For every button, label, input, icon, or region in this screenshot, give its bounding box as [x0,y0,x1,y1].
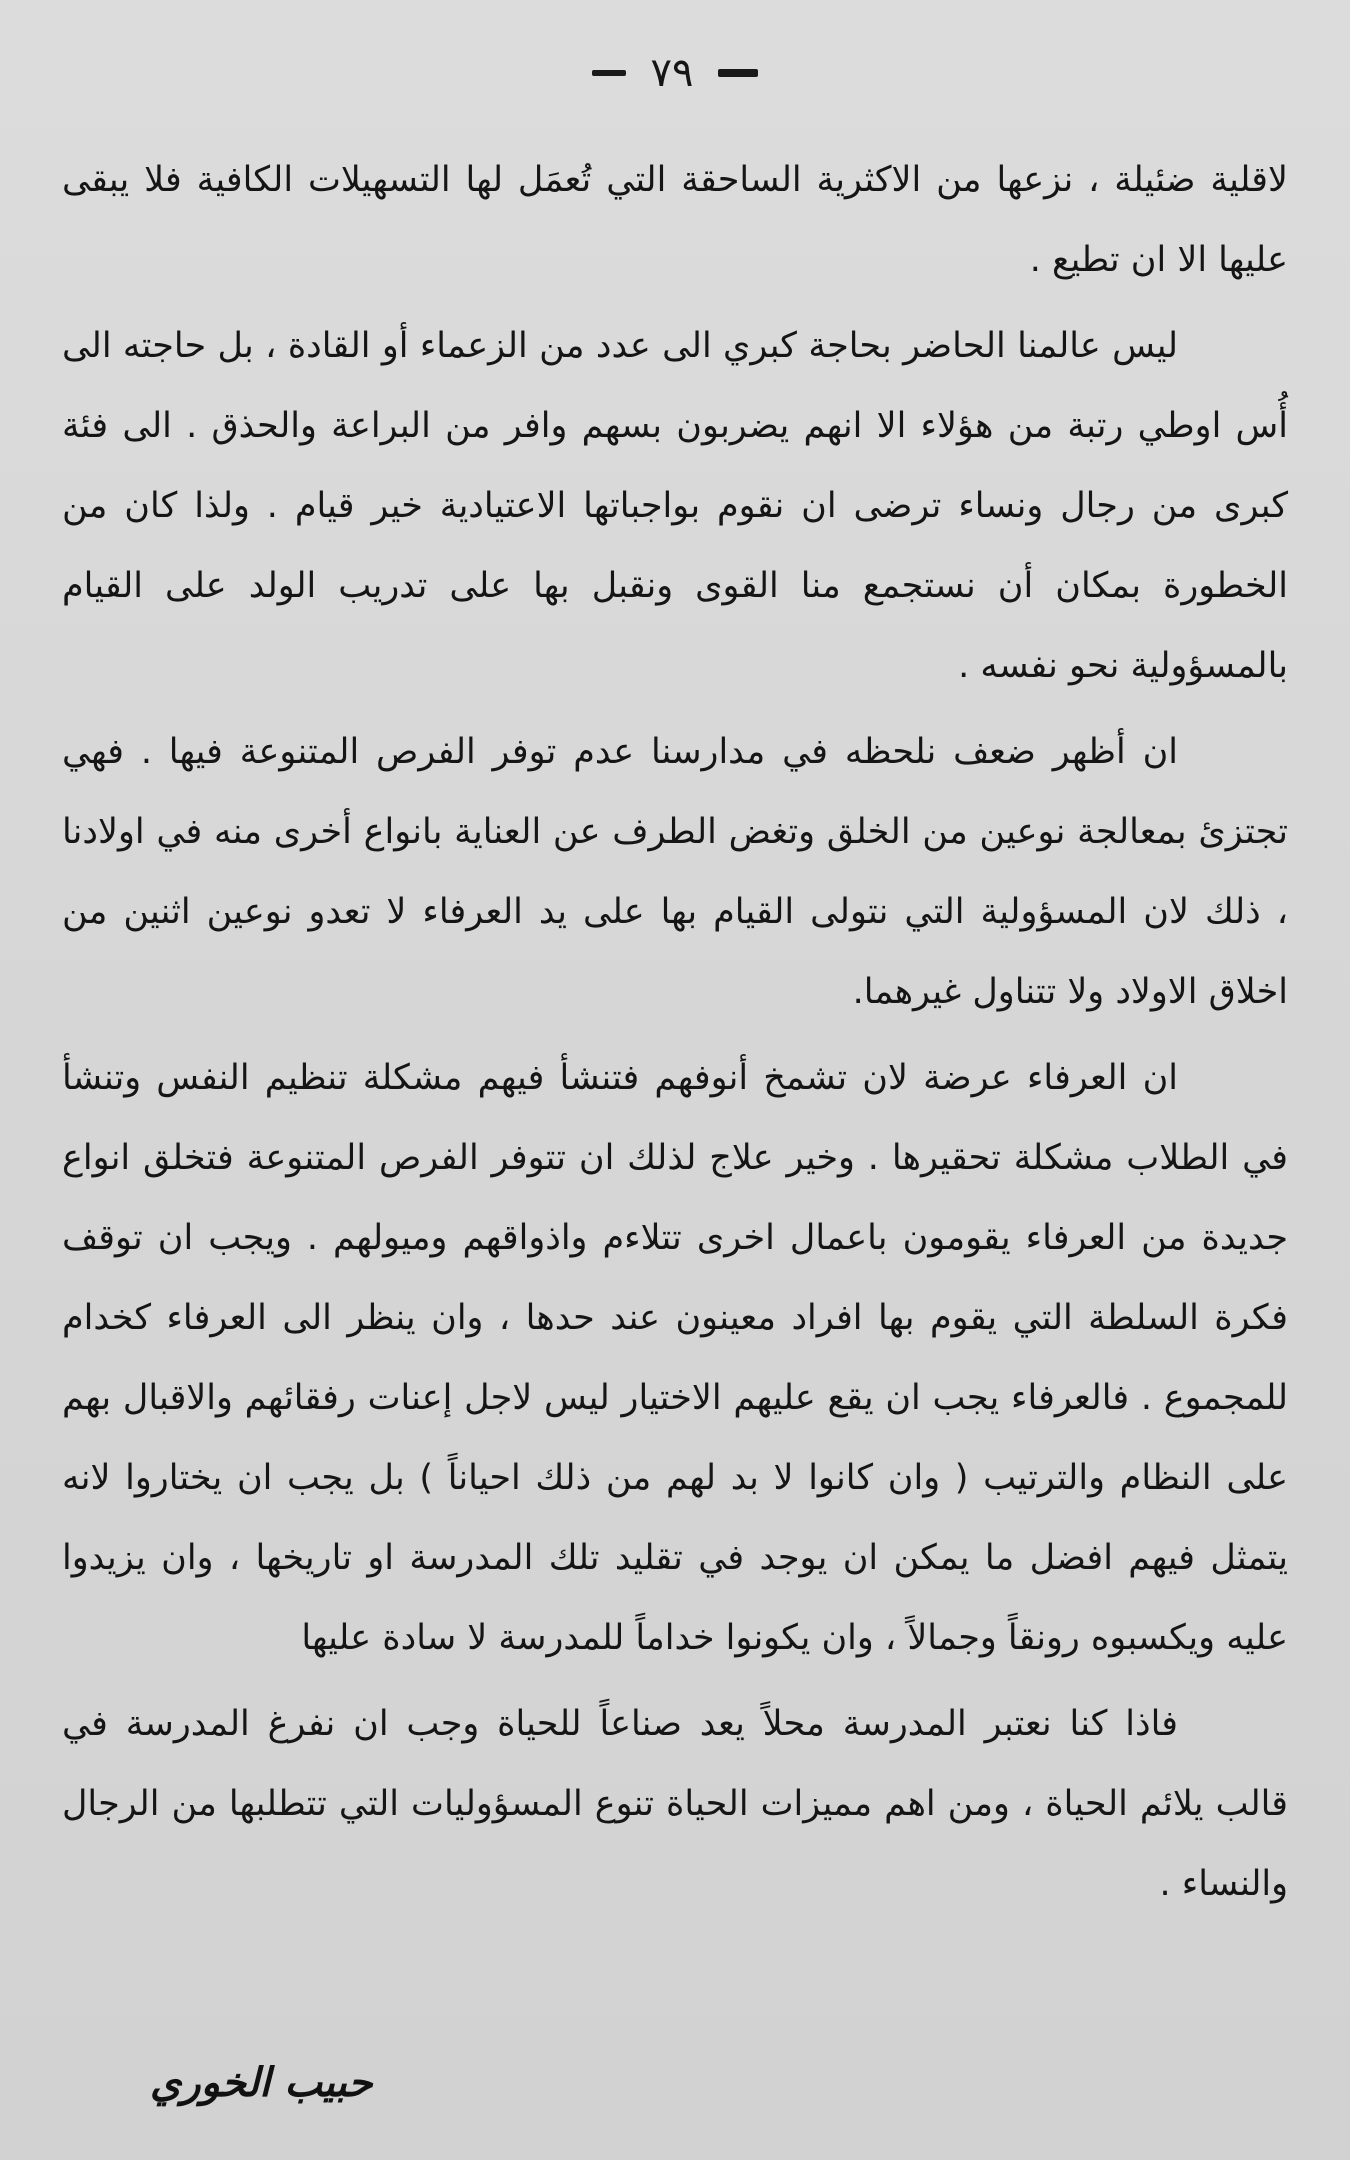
paragraph-2: ليس عالمنا الحاضر بحاجة كبري الى عدد من الزعماء أو القادة ، بل حاجته الى أُس اوطي رتبة من هؤلاء الا انهم يضربون بسهم وافر من البراعة والحذق . الى فئة كبرى من رجال ونساء ترضى ان نقوم بواجباتها الاعتيادية خير قيام . ولذا كان من الخطورة بمكان أن نستجمع منا القوى ونقبل بها على تدريب الولد على القيام بالمسؤولية نحو نفسه . [62,326,1288,686]
header-left-dash [592,70,626,76]
paragraph-5: فاذا كنا نعتبر المدرسة محلاً يعد صناعاً للحياة وجب ان نفرغ المدرسة في قالب يلائم الحياة ، ومن اهم مميزات الحياة تنوع المسؤوليات التي تتطلبها من الرجال والنساء . [62,1704,1288,1904]
page-number: ٧٩ [650,50,694,96]
header-right-dash [718,69,758,77]
paragraph-3: ان أظهر ضعف نلحظه في مدارسنا عدم توفر الفرص المتنوعة فيها . فهي تجتزئ بمعالجة نوعين من الخلق وتغض الطرف عن العناية بانواع أخرى منه في اولادنا ، ذلك لان المسؤولية التي نتولى القيام بها على يد العرفاء لا تعدو نوعين اثنين من اخلاق الاولاد ولا تتناول غيرهما. [62,732,1288,1012]
page-body [62,140,1288,1924]
author-signature: حبيب الخوري [150,2060,373,2106]
paragraph-4: ان العرفاء عرضة لان تشمخ أنوفهم فتنشأ فيهم مشكلة تنظيم النفس وتنشأ في الطلاب مشكلة تحقيرها . وخير علاج لذلك ان تتوفر الفرص المتنوعة فتخلق انواع جديدة من العرفاء يقومون باعمال اخرى تتلاءم واذواقهم وميولهم . ويجب ان توقف فكرة السلطة التي يقوم بها افراد معينون عند حدها ، وان ينظر الى العرفاء كخدام للمجموع . فالعرفاء يجب ان يقع عليهم الاختيار ليس لاجل إعنات رفقائهم والاقبال بهم على النظام والترتيب ( وان كانوا لا بد لهم من ذلك احياناً ) بل يجب ان يختاروا لانه يتمثل فيهم افضل ما يمكن ان يوجد في تقليد تلك المدرسة او تاريخها ، وان يزيدوا عليه ويكسبوه رونقاً وجمالاً ، وان يكونوا خداماً للمدرسة لا سادة عليها [62,1058,1288,1658]
page-header [0,48,1350,96]
paragraph-1: لاقلية ضئيلة ، نزعها من الاكثرية الساحقة التي تُعمَل لها التسهيلات الكافية فلا يبقى عليها الا ان تطيع . [62,160,1288,280]
